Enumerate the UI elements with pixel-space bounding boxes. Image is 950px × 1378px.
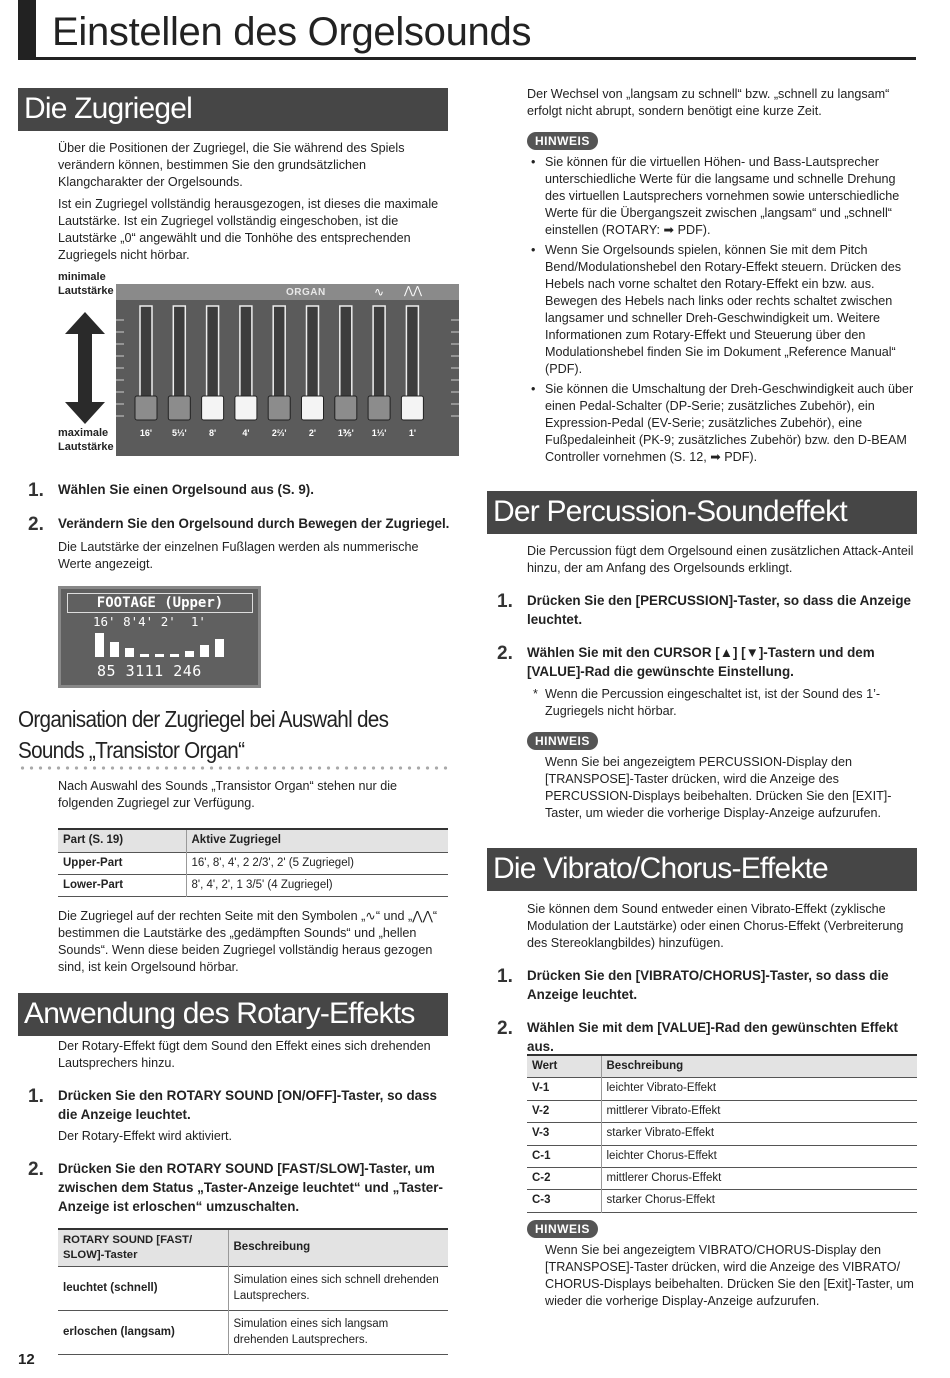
rotary-continuation: Der Wechsel von „langsam zu schnell“ bzw. „schnell zu langsam“ erfolgt nicht abrupt, sondern benötigt eine kurze Zeit. xyxy=(527,87,890,118)
organisation-heading: Organisation der Zugriegel bei Auswahl des Sounds „Transistor Organ“ xyxy=(18,706,389,763)
page-title: Einstellen des Orgelsounds xyxy=(52,10,532,54)
vibrato-table-header: Beschreibung xyxy=(601,1055,917,1078)
lcd-level-bar xyxy=(170,654,179,657)
drawbars xyxy=(116,300,459,456)
zugriegel-step-1-text: Wählen Sie einen Orgelsound aus (S. 9). xyxy=(58,482,314,497)
vibrato-section xyxy=(487,848,917,891)
lcd-level-bar xyxy=(215,639,224,657)
table-cell: starker Vibrato-Effekt xyxy=(601,1123,917,1145)
rotary-hinweis-badge xyxy=(527,132,598,150)
footage-label: 2' xyxy=(308,428,317,438)
drawbar-slot xyxy=(307,306,319,406)
vibrato-step-1-text: Drücken Sie den [VIBRATO/CHORUS]-Taster, so dass die Anzeige leuchtet. xyxy=(527,968,889,1003)
table-row xyxy=(58,1311,448,1355)
right-column: Der Wechsel von „langsam zu schnell“ bzw. „schnell zu langsam“ erfolgt nicht abrupt, sondern benötigt eine kurze Zeit. HINWEIS • Sie können für die virtuellen Höhen- und Bass-Lautsprecher unterschiedliche Werte für die langsame und schnelle Drehung des virtuellen Lautsprechers vornehmen sowie unterschiedliche Werte für die Übergangszeit zwischen „langsam“ und „schnell“ einstellen (ROTARY: ➡ PDF). • Wenn Sie Orgelsounds spielen, können Sie mit dem Pitch Bend/Modulationshebel den Rotary-Effekt steuern. Drücken des Hebels nach vorne schaltet den Rotary-Effekt ein bzw. aus. Bewegen des Hebels nach links oder rechts schaltet zwischen langsamer und schneller Dreh-Geschwindigkeit um. Weitere Informationen zum Rotary-Effekt und Steuerung über den Modulationshebel finden Sie im Dokument „Reference Manual“ (PDF). • Sie können die Umschaltung der Dreh-Geschwindigkeit auch über einen Pedal-Schalter (DP-Serie; zusätzliches Zubehör), ein Expression-Pedal (EV-Serie; zusätzliches Zubehör), eine Fußpedaleinheit (PK-9; zusätzliches Zubehör) bzw. den D-BEAM Controller vornehmen (S. 12, ➡ PDF). Der Percussion-Soundeffekt Die Percussion fügt dem Orgelsound einen zusätzlichen Attack-Anteil hinzu, der am Anfang des Orgelsounds erklingt. 1. Drücken Sie den [PERCUSSION]-Taster, so dass die Anzeige leuchtet. 2. Wählen Sie mit den CURSOR [▲] [▼]-Tastern und dem [VALUE]-Rad die gewünschte Einstellung. * Wenn die Percussion eingeschaltet ist, ist der Sound des 1’-Zugriegels nicht hörbar. HINWEIS Wenn Sie bei angezeigtem PERCUSSION-Display den [TRANSPOSE]-Taster drücken, wird die Anzeige des PERCUSSION-Displays beibehalten. Drücken Sie den [EXIT]-Taster, um wieder die vorherige Display-Anzeige aufzurufen. Die Vibrato/Chorus-Effekte Sie können dem Sound entweder einen Vibrato-Effekt (zyklische Modulation der Lautstärke) oder einen Chorus-Effekt (Verbreiterung des Stereoklangbildes) hinzufügen. 1. Drücken Sie den [VIBRATO/CHORUS]-Taster, so dass die Anzeige leuchtet. 2. Wählen Sie mit dem [VALUE]-Rad den gewünschten Effekt aus. Wert Beschreibung V-1 leichter Vibrato-Effekt V-2 mittlerer Vibrato-Effekt V-3 starker Vibrato-Effekt C-1 leichter Chorus-Effekt C-2 mittlerer Chorus-Effekt C-3 starker Chorus-Effekt HINWEIS Wenn Sie bei angezeigtem VIBRATO/CHORUS-Display den [TRANSPOSE]-Taster drücken, wird die Anzeige des VIBRATO/ CHORUS-Displays beibehalten. Drücken Sie den [Exit]-Taster, um wieder die vorherige Display-Anzeige aufzurufen. xyxy=(487,86,917,1366)
table-row xyxy=(58,1267,448,1311)
table-cell: C-3 xyxy=(532,1194,551,1207)
lcd-level-bar xyxy=(125,648,134,657)
footage-label: 2⅔' xyxy=(271,428,287,438)
table-row xyxy=(527,1078,917,1100)
footage-label: 1⅗' xyxy=(337,428,354,438)
lcd-level-bar xyxy=(200,645,209,657)
table-cell: C-2 xyxy=(532,1172,551,1185)
section-heading-percussion: Der Percussion-Soundeffekt xyxy=(487,491,917,534)
percussion-intro: Die Percussion fügt dem Orgelsound einen zusätzlichen Attack-Anteil hinzu, der am Anfang des Orgelsounds erklingt. xyxy=(527,544,914,575)
table-cell: leichter Chorus-Effekt xyxy=(601,1145,917,1167)
table-cell: Upper-Part xyxy=(63,856,123,869)
table-cell: V-2 xyxy=(532,1104,550,1117)
vibrato-step-2-text: Wählen Sie mit dem [VALUE]-Rad den gewünschten Effekt aus. xyxy=(527,1020,899,1055)
footage-label: 1⅓' xyxy=(371,428,387,438)
percussion-hinweis-badge xyxy=(527,732,598,750)
page-title-bar xyxy=(18,0,916,60)
left-column: Die Zugriegel Über die Positionen der Zugriegel, die Sie während des Spiels verändern können, bestimmen Sie den grundsätzlichen Klangcharakter der Orgelsounds. Ist ein Zugriegel vollständig herausgezogen, ist dieses die maximale Lautstärke. Ist ein Zugriegel vollständig eingeschoben, ist die Lautstärke „0“ angewählt und die Tonhöhe des entsprechenden Zugriegels nicht hörbar. minimale Lautstärke maximale Lautstärke ORGAN ∿ ⋀⋀ 16' 5⅓' 8' 4' 2⅔' 2' 1⅗' 1⅓' 1' 1. Wählen Sie einen Orgelsound aus (S. 9). 2. Verändern Sie den Orgelsound durch Bewegen der Zugriegel. Die Lautstärke der einzelnen Fußlagen werden als nummerische Werte angezeigt. FOOTAGE (Upper) 16' 8'4' 2' 1' 85 3111 246 Organisation der Zugriegel bei Auswahl des Sounds „Transistor Organ“ Nach Auswahl des Sounds „Transistor Organ“ stehen nur die folgenden Zugriegel zur Verfügung. Part (S. 19) Aktive Zugriegel Upper-Part 16', 8', 4', 2 2/3', 2' (5 Zugriegel) Lower-Part 8', 4', 2', 1 3/5' (4 Zugriegel) Die Zugriegel auf der rechten Seite mit den Symbolen „∿“ und „⋀⋀“ bestimmen die Lautstärke des „gedämpften Sounds“ und „hellen Sounds“. Wenn diese beiden Zugriegel vollständig heraus gezogen sind, ist kein Orgelsound hörbar. Anwendung des Rotary-Effekts Der Rotary-Effekt fügt dem Sound den Effekt eines sich drehenden Lautsprechers hinzu. 1. Drücken Sie den ROTARY SOUND [ON/OFF]-Taster, so dass die Anzeige leuchtet. Der Rotary-Effekt wird aktiviert. 2. Drücken Sie den ROTARY SOUND [FAST/SLOW]-Taster, um zwischen dem Status „Taster-Anzeige leuchtet“ und „Taster-Anzeige ist erloschen“ umzuschalten. ROTARY SOUND [FAST/ SLOW]-Taster Beschreibung leuchtet (schnell) Simulation eines sich schnell drehenden Lautsprechers. erloschen (langsam) Simulation eines sich langsam drehenden Lautsprechers. 12 xyxy=(18,88,448,1368)
organisation-table xyxy=(58,828,448,897)
hinweis-label: HINWEIS xyxy=(527,1220,598,1238)
label-min-volume: minimale Lautstärke xyxy=(58,271,114,298)
footage-label: 8' xyxy=(209,428,217,438)
drawbar-knob[interactable] xyxy=(235,396,257,420)
table-cell: Lower-Part xyxy=(63,878,124,891)
table-cell: mittlerer Chorus-Effekt xyxy=(601,1168,917,1190)
rotary-section xyxy=(18,993,448,1036)
lcd-level-bar xyxy=(185,651,194,657)
percussion-note-text: Wenn die Percussion eingeschaltet ist, ist der Sound des 1’-Zugriegels nicht hörbar. xyxy=(545,687,881,718)
drawbar-knob[interactable] xyxy=(368,396,390,420)
list-item: • Wenn Sie Orgelsounds spielen, können Sie mit dem Pitch Bend/Modulationshebel den Rotary-Effekt steuern. Drücken des Hebels nach vorne schaltet den Rotary-Effekt ein bzw. aus. Bewegen des Hebels nach links oder rechts schaltet zwischen langsamer und schneller Dreh-Geschwindigkeit um. Weitere Informationen zum Rotary-Effekt und Steuerung über den Modulationshebel finden Sie im Dokument „Reference Manual“ (PDF). xyxy=(527,242,917,377)
rotary-intro: Der Rotary-Effekt fügt dem Sound den Effekt eines sich drehenden Lautsprechers hinzu. xyxy=(58,1039,431,1070)
table-row xyxy=(527,1168,917,1190)
drawbar-slot xyxy=(406,306,418,406)
table-cell: mittlerer Vibrato-Effekt xyxy=(601,1100,917,1122)
drawbar-slot xyxy=(340,306,352,406)
lcd-level-bar xyxy=(155,654,164,657)
percussion-hinweis-text: Wenn Sie bei angezeigtem PERCUSSION-Display den [TRANSPOSE]-Taster drücken, wird die Anzeige des PERCUSSION-Displays beibehalten. Drücken Sie den [EXIT]-Taster, um wieder die vorherige Display-Anzeige aufzurufen. xyxy=(545,755,892,820)
drawbar-knob[interactable] xyxy=(168,396,190,420)
drawbar-knob[interactable] xyxy=(268,396,290,420)
vibrato-hinweis-text: Wenn Sie bei angezeigtem VIBRATO/CHORUS-Display den [TRANSPOSE]-Taster drücken, wird die Anzeige des VIBRATO/ CHORUS-Displays beibehalten. Drücken Sie den [Exit]-Taster, um wieder die vorherige Display-Anzeige aufzurufen. xyxy=(545,1243,914,1308)
organ-label: ORGAN xyxy=(286,287,326,298)
hinweis-label: HINWEIS xyxy=(527,132,598,150)
rotary-table-header: ROTARY SOUND [FAST/ SLOW]-Taster xyxy=(58,1229,228,1267)
lcd-level-bar xyxy=(110,642,119,657)
table-cell: V-3 xyxy=(532,1127,550,1140)
drawbar-slot xyxy=(273,306,285,406)
organisation-intro: Nach Auswahl des Sounds „Transistor Organ“ stehen nur die folgenden Zugriegel zur Verfügung. xyxy=(58,779,398,810)
list-item: • Sie können die Umschaltung der Dreh-Geschwindigkeit auch über einen Pedal-Schalter (DP-Serie; zusätzliches Zubehör), ein Expression-Pedal (EV-Serie; zusätzliches Zubehör), eine Fußpedaleinheit (PK-9; zusätzliches Zubehör) bzw. den D-BEAM Controller vornehmen (S. 12, ➡ PDF). xyxy=(527,381,917,465)
lcd-display xyxy=(58,586,261,688)
drawbar-knob[interactable] xyxy=(401,396,423,420)
drawbar-slot xyxy=(173,306,185,406)
percussion-step-2-note xyxy=(533,686,917,720)
percussion-section xyxy=(487,491,917,534)
percussion-step-2-text: Wählen Sie mit den CURSOR [▲] [▼]-Tastern und dem [VALUE]-Rad die gewünschte Einstellung. xyxy=(527,645,875,680)
section-heading-vibrato: Die Vibrato/Chorus-Effekte xyxy=(487,848,917,891)
lcd-values: 85 3111 246 xyxy=(97,662,202,680)
footage-label: 16' xyxy=(139,428,153,438)
table-row xyxy=(527,1190,917,1212)
lcd-title: FOOTAGE (Upper) xyxy=(67,593,253,613)
percussion-step-1-text: Drücken Sie den [PERCUSSION]-Taster, so dass die Anzeige leuchtet. xyxy=(527,593,911,628)
page-number: 12 xyxy=(18,1351,35,1368)
label-max-volume: maximale Lautstärke xyxy=(58,427,114,454)
table-cell: 8', 4', 2', 1 3/5' (4 Zugriegel) xyxy=(186,874,448,896)
organisation-table-header: Aktive Zugriegel xyxy=(186,829,448,852)
zugriegel-paragraph-1: Über die Positionen der Zugriegel, die Sie während des Spiels verändern können, bestimmen Sie den grundsätzlichen Klangcharakter der Orgelsounds. xyxy=(58,141,405,189)
table-row xyxy=(527,1145,917,1167)
table-row xyxy=(527,1123,917,1145)
table-row xyxy=(58,874,448,896)
rotary-table xyxy=(58,1228,448,1355)
drawbar-slot xyxy=(373,306,385,406)
dotted-divider xyxy=(18,765,448,771)
footage-label: 4' xyxy=(242,428,250,438)
footage-label: 5⅓' xyxy=(171,428,187,438)
rotary-table-header: Beschreibung xyxy=(228,1229,448,1267)
drawbar-knob[interactable] xyxy=(302,396,324,420)
zugriegel-step-2-note: Die Lautstärke der einzelnen Fußlagen werden als nummerische Werte angezeigt. xyxy=(58,540,419,571)
asterisk-marker: * xyxy=(533,687,538,701)
section-heading-zugriegel: Die Zugriegel xyxy=(18,88,448,131)
muted-sound-symbol-icon: ∿ xyxy=(374,285,385,299)
vibrato-intro: Sie können dem Sound entweder einen Vibrato-Effekt (zyklische Modulation der Lautstärke) oder einen Chorus-Effekt (Verbreiterung des Stereoklangbildes) hinzufügen. xyxy=(527,902,904,950)
table-cell: erloschen (langsam) xyxy=(63,1326,175,1339)
drawbar-slot xyxy=(140,306,152,406)
table-row xyxy=(58,852,448,874)
drawbar-slot xyxy=(240,306,252,406)
table-cell: Simulation eines sich schnell drehenden Lautsprechers. xyxy=(228,1267,448,1311)
vibrato-hinweis-badge xyxy=(527,1220,598,1238)
table-cell: C-1 xyxy=(532,1149,551,1162)
table-cell: 16', 8', 4', 2 2/3', 2' (5 Zugriegel) xyxy=(186,852,448,874)
lcd-level-bars xyxy=(95,631,235,659)
rotary-step-2-text: Drücken Sie den ROTARY SOUND [FAST/SLOW]-Taster, um zwischen dem Status „Taster-Anzeige leuchtet“ und „Taster-Anzeige ist erloschen“ umzuschalten. xyxy=(58,1161,443,1215)
zugriegel-step-2-text: Verändern Sie den Orgelsound durch Bewegen der Zugriegel. xyxy=(58,516,450,531)
lcd-footage-row: 16' 8'4' 2' 1' xyxy=(93,614,206,629)
drawbar-knob[interactable] xyxy=(202,396,224,420)
bright-sound-symbol-icon: ⋀⋀ xyxy=(404,285,423,297)
table-cell: leuchtet (schnell) xyxy=(63,1282,158,1295)
table-cell: starker Chorus-Effekt xyxy=(601,1190,917,1212)
title-block-marker xyxy=(18,0,36,58)
lcd-level-bar xyxy=(95,633,104,657)
rotary-step-1-text: Drücken Sie den ROTARY SOUND [ON/OFF]-Taster, so dass die Anzeige leuchtet. xyxy=(58,1088,437,1123)
footage-label: 1' xyxy=(408,428,416,438)
hinweis-label: HINWEIS xyxy=(527,732,598,750)
organisation-table-header: Part (S. 19) xyxy=(58,829,186,852)
zugriegel-paragraph-2: Ist ein Zugriegel vollständig herausgezogen, ist dieses die maximale Lautstärke. Ist ein Zugriegel vollständig eingeschoben, ist die Lautstärke „0“ angewählt und die Tonhöhe des entsprechenden Zugriegels nicht hörbar. xyxy=(58,197,439,262)
table-cell: leichter Vibrato-Effekt xyxy=(601,1078,917,1100)
vibrato-table-header: Wert xyxy=(527,1055,601,1078)
list-item: • Sie können für die virtuellen Höhen- und Bass-Lautsprecher unterschiedliche Werte für die langsame und schnelle Drehung des virtuellen Lautsprechers vornehmen sowie unterschiedliche Werte für die Übergangszeit zwischen „langsam“ und „schnell“ einstellen (ROTARY: ➡ PDF). xyxy=(527,154,917,238)
drawbar-slot xyxy=(207,306,219,406)
drawbar-knob[interactable] xyxy=(135,396,157,420)
vibrato-table xyxy=(527,1054,917,1213)
table-row xyxy=(527,1100,917,1122)
drawbar-panel xyxy=(116,284,459,456)
volume-arrow-icon xyxy=(63,312,108,424)
lcd-level-bar xyxy=(140,654,149,657)
drawbar-knob[interactable] xyxy=(335,396,357,420)
organisation-note: Die Zugriegel auf der rechten Seite mit den Symbolen „∿“ und „⋀⋀“ bestimmen die Lautstärke des „gedämpften Sounds“ und „hellen Sounds“. Wenn diese beiden Zugriegel vollständig heraus gezogen sind, ist kein Orgelsound hörbar. xyxy=(58,909,438,974)
table-cell: Simulation eines sich langsam drehenden Lautsprechers. xyxy=(228,1311,448,1355)
section-heading-rotary: Anwendung des Rotary-Effekts xyxy=(18,993,448,1036)
rotary-step-1-note: Der Rotary-Effekt wird aktiviert. xyxy=(58,1129,233,1143)
rotary-hinweis-list xyxy=(527,154,917,470)
table-cell: V-1 xyxy=(532,1082,550,1095)
